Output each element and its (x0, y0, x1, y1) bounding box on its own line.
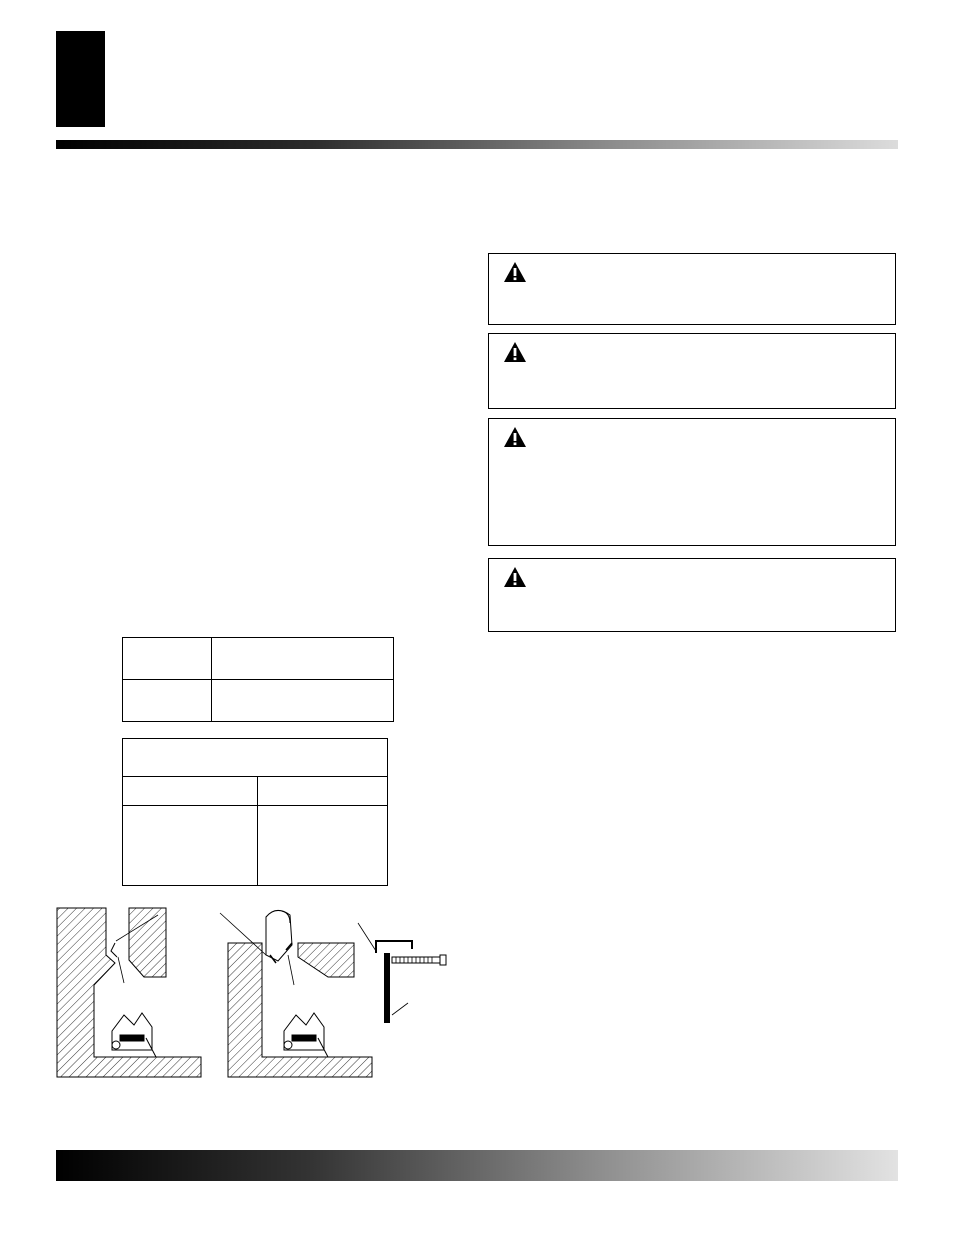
warning-box-3 (488, 418, 896, 546)
damper-clamp-detail (358, 923, 446, 1023)
warning-triangle-icon (503, 261, 527, 283)
warning-box-1 (488, 253, 896, 325)
fireplace-installation-figures (54, 905, 454, 1085)
warning-triangle-icon (503, 566, 527, 588)
warning-box-4 (488, 558, 896, 632)
table-header-divider (123, 776, 387, 777)
table-column-divider (211, 638, 212, 721)
warning-triangle-icon (503, 341, 527, 363)
spec-table-two (122, 738, 388, 886)
log-set-icon (284, 1013, 328, 1057)
warning-box-2 (488, 333, 896, 409)
log-set-icon (112, 1013, 156, 1057)
fireplace-cross-section-left (57, 908, 201, 1077)
bottom-gradient-rule (56, 1150, 898, 1181)
fireplace-cross-section-right (220, 910, 372, 1077)
table-row-divider (123, 679, 393, 680)
spec-table-one (122, 637, 394, 722)
section-tab-block (56, 31, 105, 127)
table-column-divider (257, 776, 258, 886)
warning-triangle-icon (503, 426, 527, 448)
table-row-divider (123, 805, 387, 806)
top-gradient-rule (56, 140, 898, 149)
